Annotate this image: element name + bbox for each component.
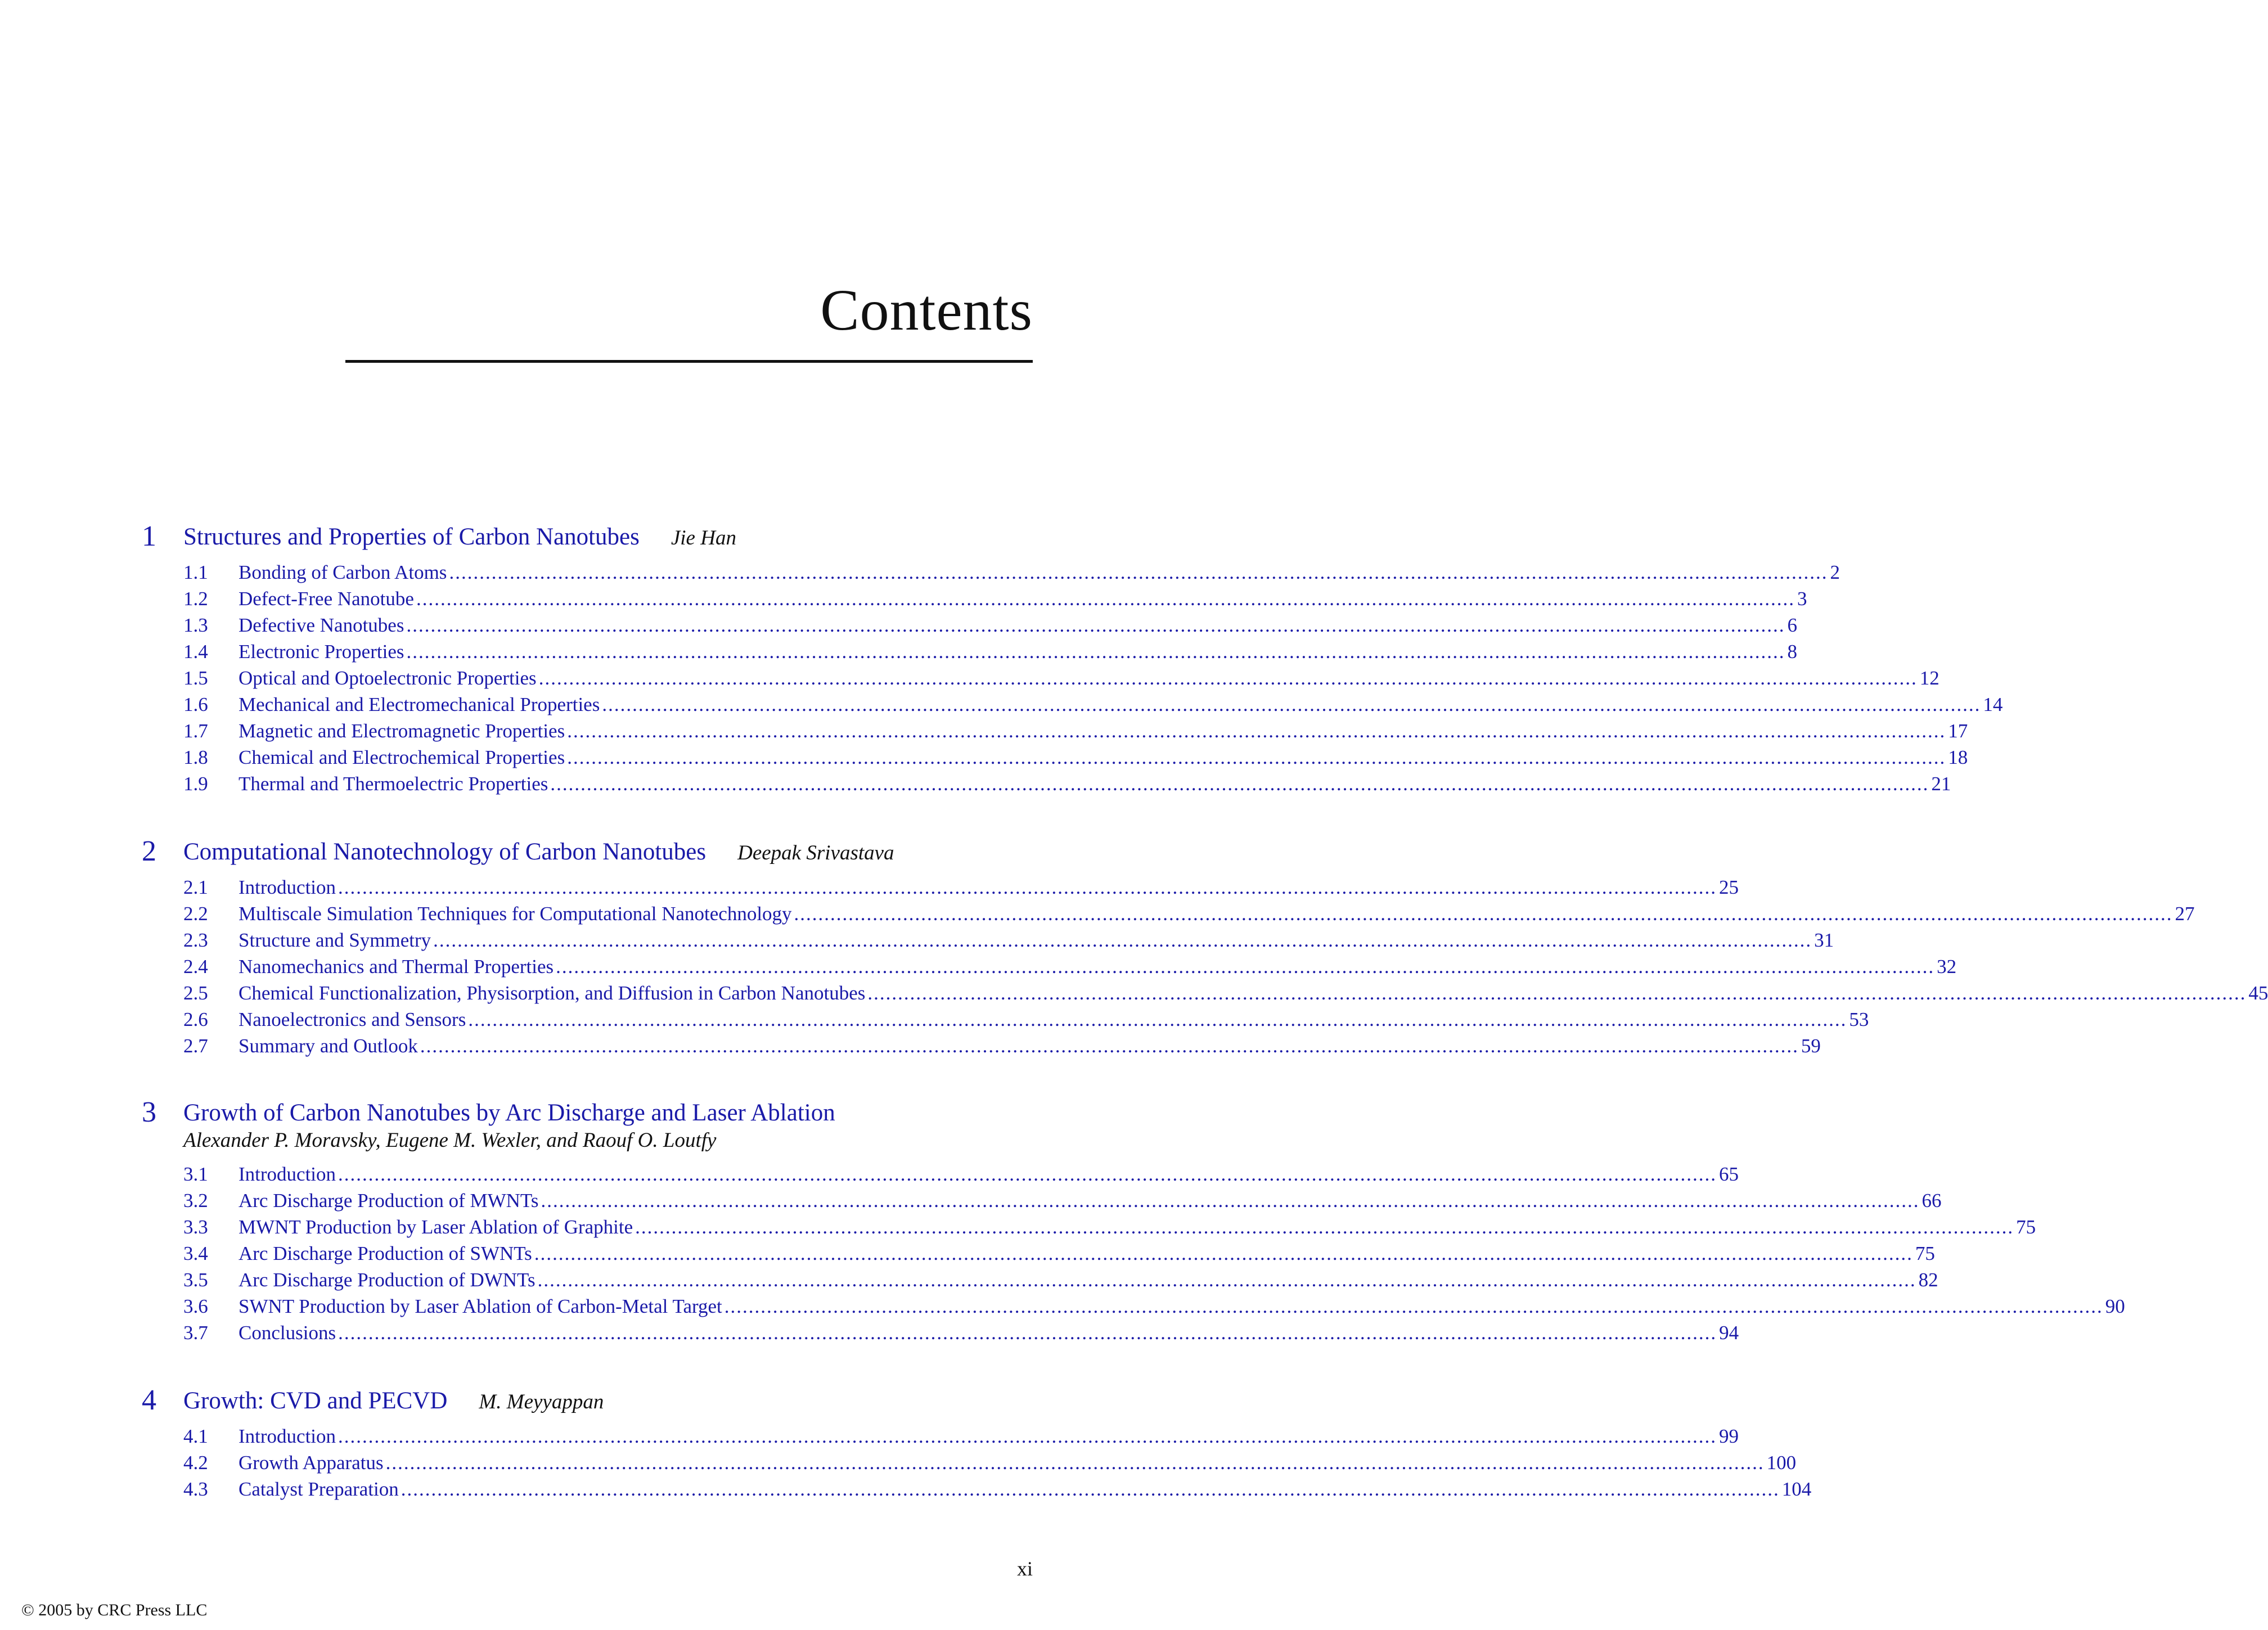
chapter-title-text: Growth: CVD and PECVD [183, 1388, 448, 1414]
dot-leader [416, 588, 1795, 610]
page-number: 75 [1915, 1242, 1935, 1264]
dot-leader [534, 1242, 1913, 1265]
dot-leader [420, 1035, 1799, 1057]
section-number: 4.3 [183, 1478, 208, 1500]
chapter-author: Jie Han [670, 526, 736, 550]
toc-entry-2-4[interactable] [183, 956, 1957, 982]
section-title: Conclusions [238, 1322, 336, 1344]
dot-leader [724, 1295, 2103, 1318]
chapter-number: 2 [142, 835, 156, 867]
toc-entry-2-3[interactable] [183, 929, 1834, 956]
section-number: 2.1 [183, 876, 208, 898]
section-title: SWNT Production by Laser Ablation of Carbon-Metal Target [238, 1295, 722, 1317]
section-number: 1.9 [183, 773, 208, 795]
page-number: 59 [1801, 1035, 1821, 1057]
page-number: 21 [1931, 773, 1951, 795]
toc-entry-3-6[interactable] [183, 1295, 2125, 1322]
section-title: Growth Apparatus [238, 1452, 384, 1474]
copyright-notice: © 2005 by CRC Press LLC [21, 1601, 208, 1619]
section-title: Electronic Properties [238, 641, 404, 663]
section-number: 1.5 [183, 667, 208, 689]
section-number: 4.1 [183, 1425, 208, 1447]
section-list [183, 1163, 2125, 1348]
chapter-heading [0, 1384, 1152, 1421]
dot-leader [794, 903, 2173, 925]
toc-entry-2-5[interactable] [183, 982, 2268, 1008]
section-title: MWNT Production by Laser Ablation of Graphite [238, 1216, 633, 1238]
page-number: 99 [1719, 1425, 1739, 1447]
section-number: 1.1 [183, 561, 208, 583]
page-number: 3 [1797, 588, 1807, 610]
toc-entry-2-7[interactable] [183, 1035, 1821, 1061]
section-title: Introduction [238, 1425, 336, 1447]
chapter-1 [0, 520, 2003, 795]
page-number: 100 [1766, 1452, 1797, 1474]
section-number: 1.7 [183, 720, 208, 742]
section-title: Chemical Functionalization, Physisorption, and Diffusion in Carbon Nanotubes [238, 982, 866, 1004]
dot-leader [468, 1008, 1847, 1031]
toc-entry-3-1[interactable] [183, 1163, 1739, 1190]
section-title: Summary and Outlook [238, 1035, 418, 1057]
toc-entry-2-1[interactable] [183, 876, 1739, 903]
dot-leader [539, 667, 1918, 690]
section-title: Arc Discharge Production of MWNTs [238, 1190, 539, 1212]
toc-entry-1-3[interactable] [183, 614, 1797, 641]
section-number: 2.5 [183, 982, 208, 1004]
page-number: 12 [1919, 667, 1940, 689]
dot-leader [602, 694, 1981, 716]
section-title: Multiscale Simulation Techniques for Computational Nanotechnology [238, 903, 792, 925]
section-list [183, 876, 2268, 1061]
section-number: 3.6 [183, 1295, 208, 1317]
page-number: 31 [1814, 929, 1834, 951]
section-title: Optical and Optoelectronic Properties [238, 667, 537, 689]
toc-entry-2-2[interactable] [183, 903, 2195, 929]
page-number: 17 [1948, 720, 1968, 742]
dot-leader [567, 720, 1946, 742]
section-title: Nanomechanics and Thermal Properties [238, 956, 554, 978]
dot-leader [449, 561, 1828, 584]
page-number: 65 [1719, 1163, 1739, 1185]
dot-leader [338, 1163, 1717, 1186]
toc-entry-3-5[interactable] [183, 1269, 1938, 1295]
section-number: 1.2 [183, 588, 208, 610]
toc-entry-3-7[interactable] [183, 1322, 1739, 1348]
section-number: 2.7 [183, 1035, 208, 1057]
section-number: 1.8 [183, 746, 208, 768]
dot-leader [406, 641, 1785, 663]
section-number: 3.2 [183, 1190, 208, 1212]
section-number: 2.4 [183, 956, 208, 978]
page-number: 14 [1983, 694, 2003, 715]
section-title: Magnetic and Electromagnetic Properties [238, 720, 565, 742]
section-number: 2.6 [183, 1008, 208, 1030]
toc-entry-1-5[interactable] [183, 667, 1940, 694]
toc-entry-1-2[interactable] [183, 588, 1807, 614]
page-number: 8 [1787, 641, 1797, 663]
section-title: Arc Discharge Production of DWNTs [238, 1269, 536, 1291]
chapter-author: Alexander P. Moravsky, Eugene M. Wexler, and Raouf O. Loutfy [183, 1129, 717, 1152]
dot-leader [433, 929, 1812, 952]
section-number: 1.3 [183, 614, 208, 636]
toc-entry-1-6[interactable] [183, 694, 2003, 720]
section-number: 4.2 [183, 1452, 208, 1474]
toc-entry-3-2[interactable] [183, 1190, 1942, 1216]
toc-entry-1-7[interactable] [183, 720, 1968, 746]
dot-leader [556, 956, 1934, 978]
page-title: Contents [820, 278, 1033, 343]
section-title: Arc Discharge Production of SWNTs [238, 1242, 532, 1264]
dot-leader [338, 1425, 1717, 1448]
page-number: 32 [1937, 956, 1957, 978]
section-title: Defect-Free Nanotube [238, 588, 414, 610]
dot-leader [541, 1190, 1919, 1212]
chapter-number: 3 [142, 1096, 156, 1128]
section-number: 3.4 [183, 1242, 208, 1264]
toc-entry-3-4[interactable] [183, 1242, 1935, 1269]
section-list [183, 561, 2003, 799]
section-title: Chemical and Electrochemical Properties [238, 746, 565, 768]
section-number: 1.4 [183, 641, 208, 663]
section-title: Introduction [238, 1163, 336, 1185]
page-number: 90 [2105, 1295, 2125, 1317]
section-number: 2.2 [183, 903, 208, 925]
page-number: 66 [1922, 1190, 1942, 1212]
section-title: Defective Nanotubes [238, 614, 404, 636]
section-number: 3.7 [183, 1322, 208, 1344]
dot-leader [338, 876, 1717, 899]
page-number: 94 [1719, 1322, 1739, 1344]
page-number: 6 [1787, 614, 1797, 636]
chapter-author: Deepak Srivastava [737, 841, 894, 864]
section-number: 3.5 [183, 1269, 208, 1291]
chapter-3 [0, 1096, 2125, 1344]
page-number: 53 [1849, 1008, 1869, 1030]
toc-entry-4-1[interactable] [183, 1425, 1739, 1452]
section-number: 3.3 [183, 1216, 208, 1238]
chapter-author: M. Meyyappan [479, 1390, 604, 1413]
chapter-number: 1 [142, 520, 156, 552]
chapter-title-text: Structures and Properties of Carbon Nanotubes [183, 524, 640, 550]
title-rule [345, 360, 1033, 363]
section-number: 1.6 [183, 694, 208, 715]
page-number: 18 [1948, 746, 1968, 768]
page-number: 104 [1781, 1478, 1812, 1500]
section-number: 2.3 [183, 929, 208, 951]
toc-entry-4-2[interactable] [183, 1452, 1797, 1478]
chapter-title-text: Computational Nanotechnology of Carbon Nanotubes [183, 839, 706, 865]
chapter-heading [0, 520, 1152, 557]
toc-entry-2-6[interactable] [183, 1008, 1869, 1035]
page-number: 82 [1918, 1269, 1938, 1291]
dot-leader [867, 982, 2246, 1005]
toc-entry-1-9[interactable] [183, 773, 1951, 799]
section-list [183, 1425, 1812, 1505]
section-title: Mechanical and Electromechanical Properties [238, 694, 600, 715]
dot-leader [567, 746, 1946, 769]
chapter-heading [0, 835, 1152, 872]
chapter-title-link[interactable] [183, 1387, 604, 1415]
section-title: Introduction [238, 876, 336, 898]
dot-leader [401, 1478, 1780, 1501]
page-number: 2 [1830, 561, 1840, 583]
toc-entry-3-3[interactable] [183, 1216, 2036, 1242]
dot-leader [635, 1216, 2014, 1239]
section-title: Structure and Symmetry [238, 929, 431, 951]
chapter-2 [0, 835, 2268, 1057]
chapter-number: 4 [142, 1384, 156, 1416]
chapter-title-link[interactable] [183, 523, 736, 551]
chapter-heading [0, 1096, 1152, 1152]
chapter-4 [0, 1384, 1812, 1500]
page-number: 45 [2248, 982, 2268, 1004]
chapter-title-link[interactable] [183, 838, 894, 866]
dot-leader [338, 1322, 1717, 1344]
section-title: Nanoelectronics and Sensors [238, 1008, 466, 1030]
dot-leader [406, 614, 1785, 637]
page-number: 27 [2175, 903, 2195, 925]
toc-entry-1-8[interactable] [183, 746, 1968, 773]
dot-leader [550, 773, 1929, 795]
section-title: Catalyst Preparation [238, 1478, 399, 1500]
chapter-title-link[interactable]: Growth of Carbon Nanotubes by Arc Discharge and Laser Ablation [183, 1100, 835, 1126]
toc-entry-1-1[interactable] [183, 561, 1840, 588]
dot-leader [386, 1452, 1765, 1474]
page-number: 25 [1719, 876, 1739, 898]
section-number: 3.1 [183, 1163, 208, 1185]
section-title: Thermal and Thermoelectric Properties [238, 773, 548, 795]
toc-entry-4-3[interactable] [183, 1478, 1812, 1505]
dot-leader [538, 1269, 1916, 1291]
section-title: Bonding of Carbon Atoms [238, 561, 447, 583]
page-folio: xi [1016, 1557, 1033, 1580]
page-number: 75 [2016, 1216, 2036, 1238]
toc-entry-1-4[interactable] [183, 641, 1797, 667]
